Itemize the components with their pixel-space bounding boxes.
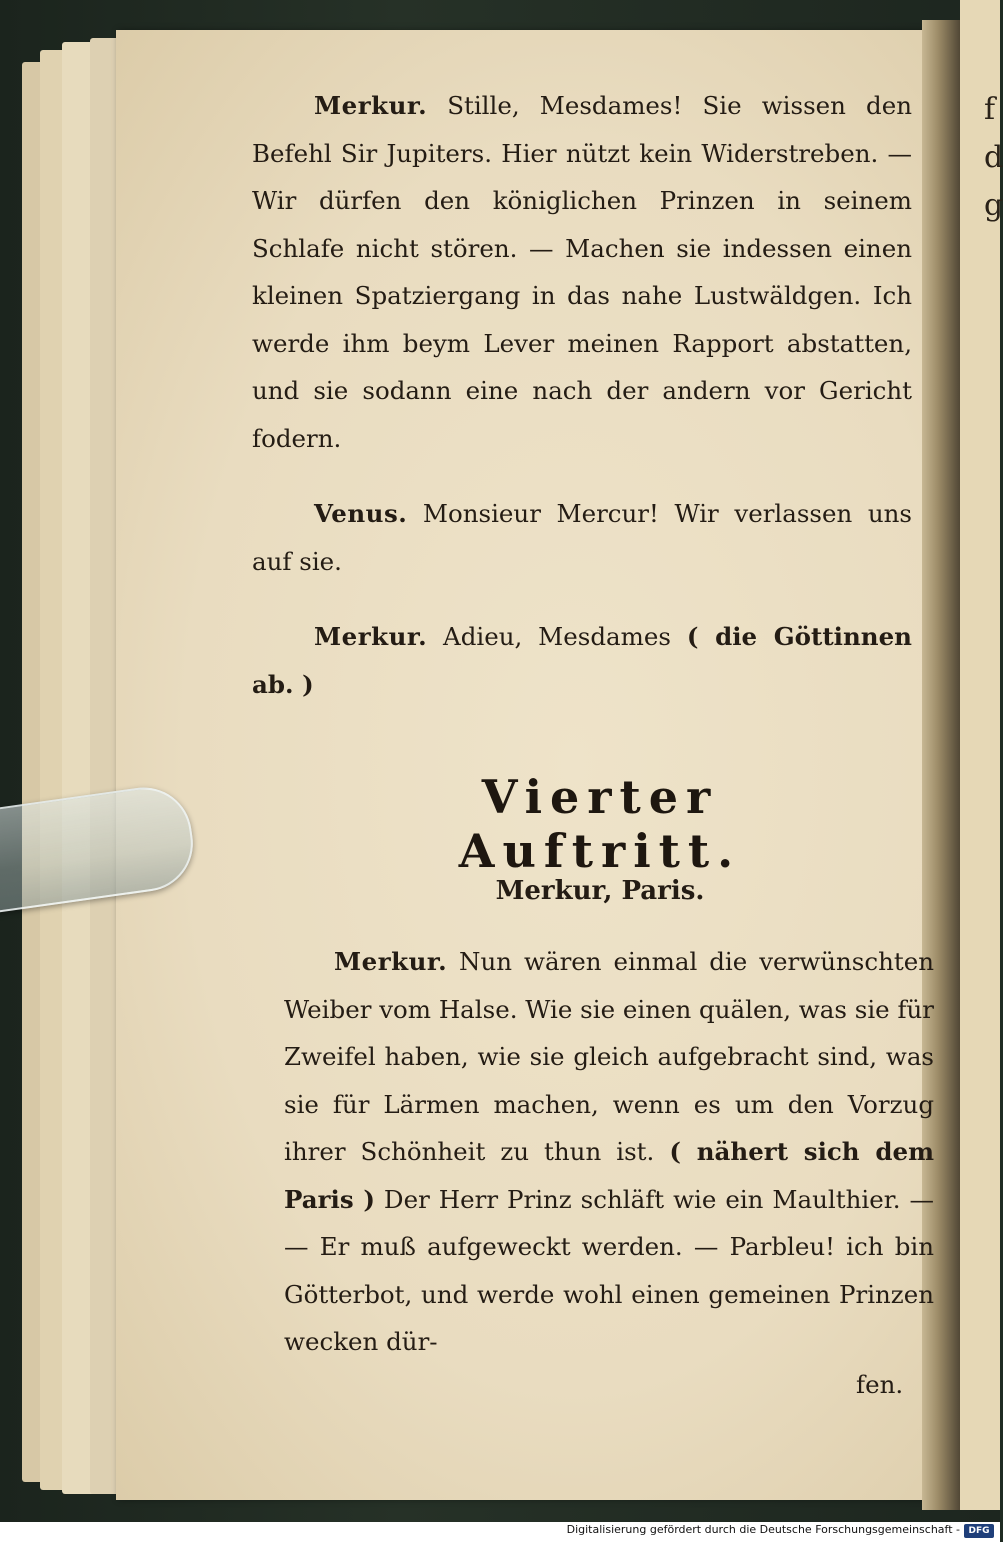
dialogue-paragraph <box>252 613 912 708</box>
dialogue-text: Monsieur Mercur! Wir verlassen uns auf sie. <box>252 499 912 576</box>
scene-characters: Merkur, Paris. <box>495 876 705 906</box>
page-text-upper <box>252 82 912 708</box>
speaker-name: Merkur. <box>314 91 428 120</box>
speaker-name: Merkur. <box>314 622 428 651</box>
dialogue-text: Der Herr Prinz schläft wie ein Maulthier. — — Er muß aufgeweckt werden. — Parbleu! ich bin Götterbot, und werde wohl einen gemeinen Prinzen wecken dür- <box>284 1184 934 1356</box>
dialogue-text: Adieu, Mesdames <box>443 622 671 651</box>
dialogue-paragraph <box>252 82 912 462</box>
footer-credit: Digitalisierung gefördert durch die Deutsche Forschungsgemeinschaft - <box>566 1523 960 1536</box>
speaker-name: Venus. <box>314 499 408 528</box>
stage-direction: ( die Göttinnen ab. ) <box>252 622 912 699</box>
dialogue-paragraph <box>252 490 912 585</box>
dialogue-text: Stille, Mesdames! Sie wissen den Befehl Sir Jupiters. Hier nützt kein Widerstreben. — Wir dürfen den königlichen Prinzen in seinem Schlafe nicht stören. — Machen sie indessen einen kleinen Spatziergang in das nahe Lustwäldgen. Ich werde ihm beym Lever meinen Rapport abstatten, und sie sodann eine nach der andern vor Gericht fodern. <box>252 91 913 453</box>
facing-page-glyph: g <box>984 188 1003 223</box>
stage-direction: ( nähert sich dem Paris ) <box>284 1137 935 1214</box>
dialogue-text: Nun wären einmal die verwünschten Weiber vom Halse. Wie sie einen quälen, was sie für Zweifel haben, wie sie gleich aufgebracht sind, was sie für Lärmen machen, wenn es um den Vorzug ihrer Schönheit zu thun ist. <box>284 947 934 1166</box>
speaker-name: Merkur. <box>334 947 448 976</box>
facing-page-glyph: f <box>984 92 996 127</box>
facing-page-glyph: d <box>984 140 1003 175</box>
catchword: fen. <box>856 1370 904 1399</box>
facing-page <box>960 0 1000 1510</box>
dfg-logo: DFG <box>964 1524 994 1538</box>
page-text-lower <box>284 938 934 1366</box>
dialogue-paragraph <box>284 938 934 1366</box>
scene-heading: Vierter Auftritt. <box>458 770 742 878</box>
